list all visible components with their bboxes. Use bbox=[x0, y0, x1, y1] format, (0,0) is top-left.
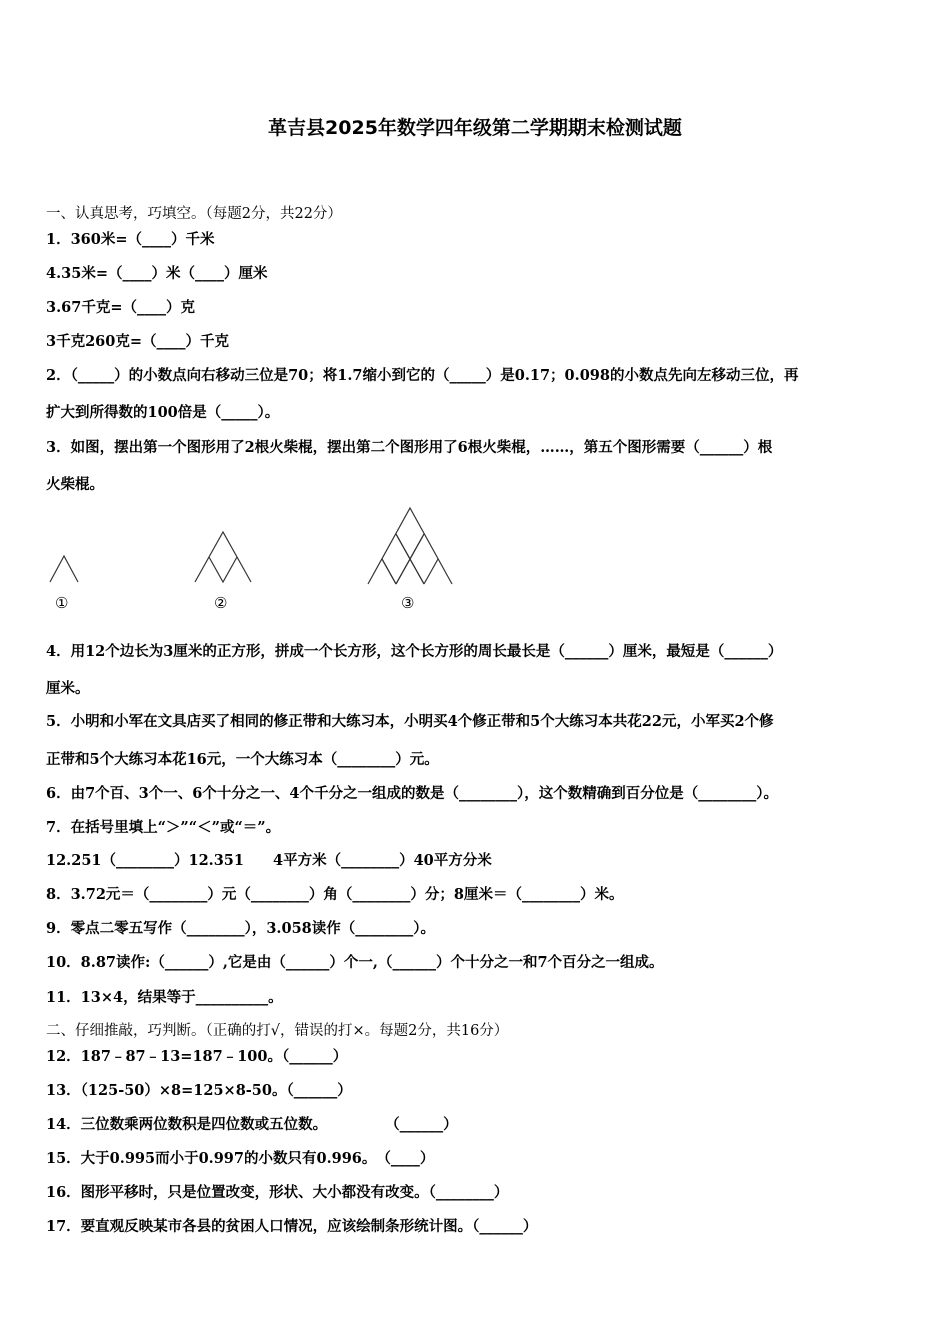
question-5-line-2: 正带和5个大练习本花16元，一个大练习本（________）元。 bbox=[46, 751, 439, 768]
question-5-line-1: 5．小明和小军在文具店买了相同的修正带和大练习本，小明买4个修正带和5个大练习本共花22元，小军买2个修 bbox=[46, 713, 774, 730]
question-6: 6．由7个百、3个一、6个十分之一、4个千分之一组成的数是（________），这个数精确到百分位是（________）。 bbox=[46, 785, 778, 802]
page-title: 革吉县2025年数学四年级第二学期期末检测试题 bbox=[268, 117, 682, 139]
question-15: 15．大于0.995而小于0.997的小数只有0.996。 （____） bbox=[46, 1150, 435, 1167]
question-8: 8．3.72元＝（________）元（________）角（________）分；8厘米＝（________）米。 bbox=[46, 886, 624, 903]
section2-heading: 二、仔细推敲，巧判断。（正确的打√，错误的打×。每题2分，共16分） bbox=[46, 1023, 509, 1039]
figure-2-inner bbox=[209, 557, 237, 582]
question-13: 13．（125-50）×8=125×8-50。（______） bbox=[46, 1082, 352, 1099]
question-4-line-1: 4．用12个边长为3厘米的正方形，拼成一个长方形，这个长方形的周长最长是（______）厘米，最短是（______） bbox=[46, 643, 783, 660]
question-4-line-2: 厘米。 bbox=[46, 680, 90, 697]
figure-3-outer bbox=[368, 508, 452, 584]
figure-label-3: ③ bbox=[401, 594, 415, 612]
question-1-line-4: 3千克260克=（____）千克 bbox=[46, 333, 230, 350]
figure-2-outer bbox=[195, 532, 251, 582]
question-17: 17．要直观反映某市各县的贫困人口情况，应该绘制条形统计图。（______） bbox=[46, 1218, 538, 1235]
question-11: 11．13×4，结果等于__________。 bbox=[46, 989, 283, 1006]
question-9: 9．零点二零五写作（________），3.058读作（________）。 bbox=[46, 920, 435, 937]
figure-label-1: ① bbox=[55, 594, 69, 612]
question-12: 12．187﹣87﹣13=187﹣100。（______） bbox=[46, 1048, 348, 1065]
question-7-line-2: 12.251（________）12.351 4平方米（________）40平方分米 bbox=[46, 852, 492, 869]
question-3-line-2: 火柴棍。 bbox=[46, 476, 104, 493]
question-7-line-1: 7．在括号里填上“＞”“＜”或“＝”。 bbox=[46, 819, 281, 836]
question-16: 16．图形平移时，只是位置改变，形状、大小都没有改变。（________） bbox=[46, 1184, 509, 1201]
question-14: 14．三位数乘两位数积是四位数或五位数。 （______） bbox=[46, 1116, 458, 1133]
section1-heading: 一、认真思考，巧填空。（每题2分，共22分） bbox=[46, 206, 342, 222]
question-1-line-2: 4.35米=（____）米（____）厘米 bbox=[46, 265, 268, 282]
question-1-line-3: 3.67千克=（____）克 bbox=[46, 299, 195, 316]
question-10: 10．8.87读作:（______）,它是由（______）个一,（______）个十分之一和7个百分之一组成。 bbox=[46, 954, 664, 971]
matchstick-figure bbox=[40, 500, 480, 618]
question-3-line-1: 3．如图，摆出第一个图形用了2根火柴棍，摆出第二个图形用了6根火柴棍，……，第五个图形需要（______）根 bbox=[46, 439, 773, 456]
question-1-line-1: 1．360米=（____）千米 bbox=[46, 231, 215, 248]
question-2-line-2: 扩大到所得数的100倍是（_____）。 bbox=[46, 404, 280, 421]
question-2-line-1: 2．（_____）的小数点向右移动三位是70；将1.7缩小到它的（_____）是0.17；0.098的小数点先向左移动三位，再 bbox=[46, 367, 799, 384]
figure-label-2: ② bbox=[214, 594, 228, 612]
figure-1-shape bbox=[50, 556, 78, 582]
